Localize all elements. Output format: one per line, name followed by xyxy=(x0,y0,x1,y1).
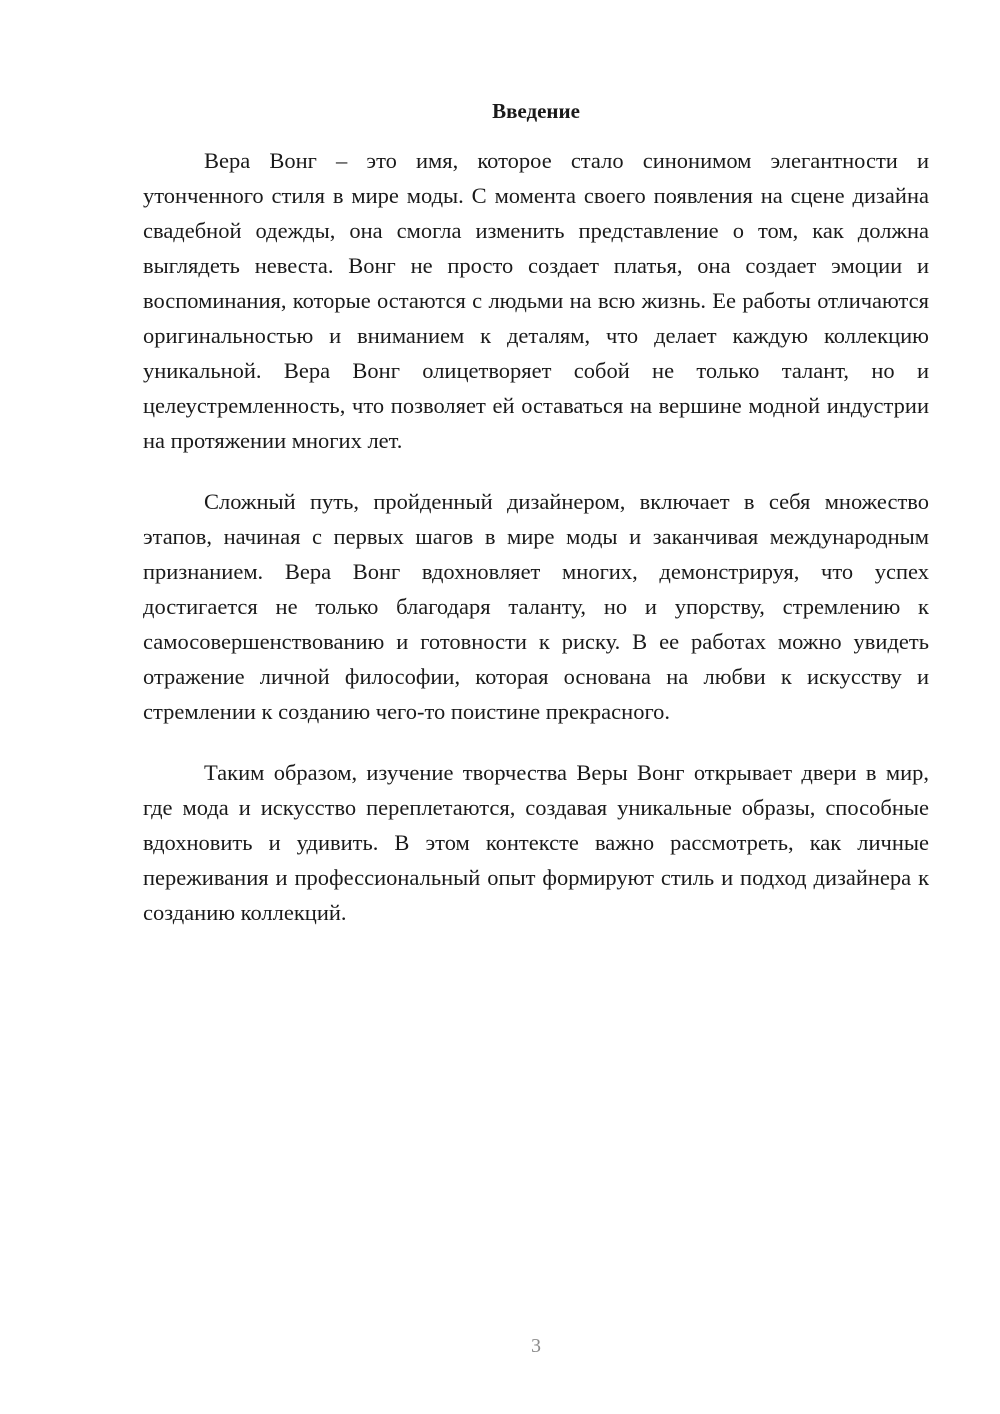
body-text xyxy=(143,143,929,956)
paragraph-1: Вера Вонг – это имя, которое стало синонимом элегантности и утонченного стиля в мире моды. С момента своего появления на сцене дизайна свадебной одежды, она смогла изменить представление о том, как должна выглядеть невеста. Вонг не просто создает платья, она создает эмоции и воспоминания, которые остаются с людьми на всю жизнь. Ее работы отличаются оригинальностью и вниманием к деталям, что делает каждую коллекцию уникальной. Вера Вонг олицетворяет собой не только талант, но и целеустремленность, что позволяет ей оставаться на вершине модной индустрии на протяжении многих лет. xyxy=(143,148,929,453)
page-number: 3 xyxy=(531,1335,541,1357)
section-heading: Введение xyxy=(492,99,580,123)
paragraph-3: Таким образом, изучение творчества Веры Вонг открывает двери в мир, где мода и искусство переплетаются, создавая уникальные образы, способные вдохновить и удивить. В этом контексте важно рассмотреть, как личные переживания и профессиональный опыт формируют стиль и подход дизайнера к созданию коллекций. xyxy=(143,760,929,925)
paragraph-2: Сложный путь, пройденный дизайнером, включает в себя множество этапов, начиная с первых шагов в мире моды и заканчивая международным признанием. Вера Вонг вдохновляет многих, демонстрируя, что успех достигается не только благодаря таланту, но и упорству, стремлению к самосовершенствованию и готовности к риску. В ее работах можно увидеть отражение личной философии, которая основана на любви к искусству и стремлении к созданию чего-то поистине прекрасного. xyxy=(143,489,929,724)
